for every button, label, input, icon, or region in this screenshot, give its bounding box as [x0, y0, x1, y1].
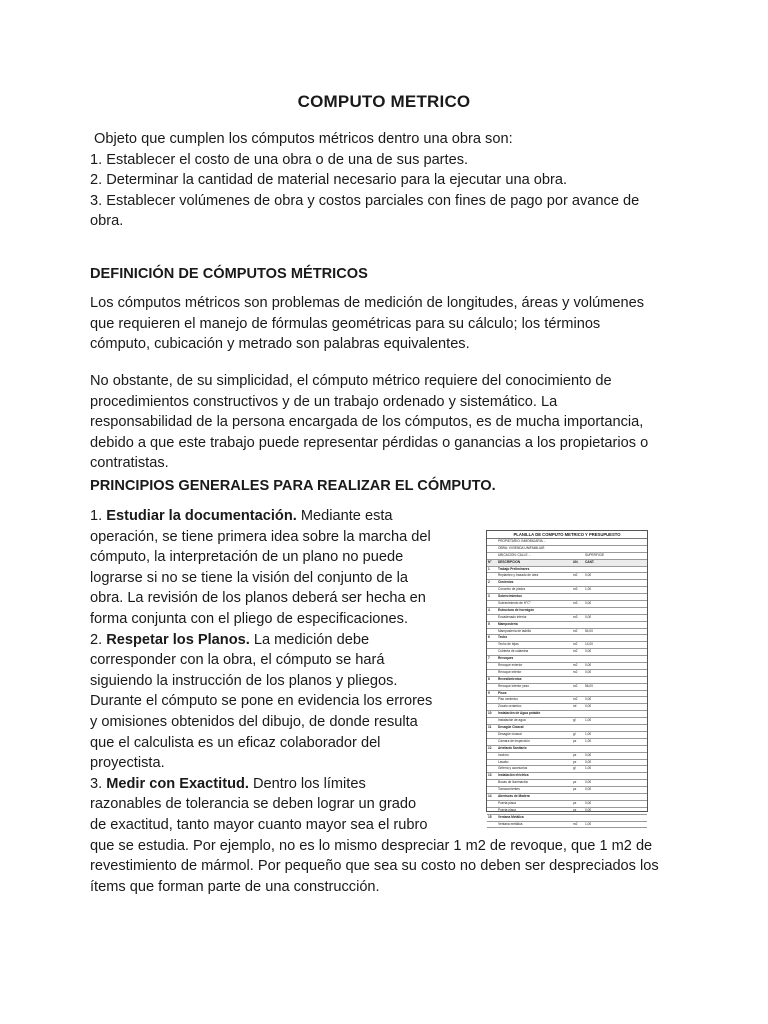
- table-image-row: [487, 635, 647, 642]
- table-image-row: [487, 615, 647, 622]
- table-image-row: [487, 663, 647, 670]
- table-image-cell: 0,00: [585, 752, 592, 757]
- table-image-cell: ml: [573, 704, 577, 709]
- table-image-cell: Ventana metálica: [498, 821, 523, 826]
- table-image-row: [487, 622, 647, 629]
- table-image-cell: 15: [488, 814, 492, 819]
- table-image-cell: Tomacorrientes: [498, 787, 520, 792]
- table-image-row: [487, 560, 647, 567]
- table-image-row: [487, 567, 647, 574]
- table-image-cell: 0,00: [585, 614, 592, 619]
- table-image-row: [487, 649, 647, 656]
- table-image-row: [487, 594, 647, 601]
- table-image-row: [487, 766, 647, 773]
- table-image-cell: m2: [573, 683, 578, 688]
- paragraph-line: siguiendo la instrucción de los planos y pliegos.: [90, 672, 398, 689]
- table-image-cell: Trabajo Preliminares: [498, 566, 530, 571]
- intro-line: 2. Determinar la cantidad de material necesario para la ejecutar una obra.: [90, 172, 567, 189]
- table-image-cell: Lavabo: [498, 759, 509, 764]
- paragraph-line: que el calculista es un eficaz colaborador del: [90, 734, 381, 751]
- table-image-title: PLANILLA DE COMPUTO METRICO Y PRESUPUESTO: [487, 531, 647, 539]
- table-image-cell: 1,00: [585, 731, 592, 736]
- table-image-cell: Aberturas de Madera: [498, 793, 530, 798]
- table-image-row: [487, 746, 647, 753]
- definicion-paragraph-1: [90, 293, 690, 355]
- table-image-cell: SUPERFICIE: [585, 552, 605, 557]
- paragraph-line: Durante el cómputo se pone en evidencia los errores: [90, 693, 433, 710]
- table-image-cell: 1,00: [585, 718, 592, 723]
- table-image-row: [487, 704, 647, 711]
- table-image-row: [487, 670, 647, 677]
- table-image-row: [487, 697, 647, 704]
- table-image-cell: 56,00: [585, 683, 593, 688]
- table-image-row: [487, 711, 647, 718]
- paragraph-line: ítems que forman parte de una construcción.: [90, 878, 380, 895]
- computo-table-image: [486, 530, 648, 826]
- table-image-cell: 2: [488, 580, 490, 585]
- paragraph-line: obra. La revisión de los planos deberá ser hecha en: [90, 590, 426, 607]
- list-item-title: Respetar los Planos.: [106, 631, 250, 648]
- table-image-cell: Cubierta de calamina: [498, 649, 529, 654]
- table-image-cell: 0,00: [585, 704, 592, 709]
- table-image-cell: pz: [573, 800, 577, 805]
- table-image-cell: Revoques: [498, 656, 514, 661]
- paragraph-line: responsabilidad de la persona encargada de los cómputos, es de mucha importancia,: [90, 414, 644, 431]
- table-image-cell: m2: [573, 697, 578, 702]
- table-image-row: [487, 815, 647, 822]
- table-image-row: [487, 718, 647, 725]
- table-image-cell: pz: [573, 752, 577, 757]
- table-image-cell: m2: [573, 663, 578, 668]
- table-image-row: [487, 801, 647, 808]
- table-image-row: [487, 691, 647, 698]
- table-image-cell: gl: [573, 766, 576, 771]
- list-number: 2.: [90, 631, 107, 648]
- paragraph-line: revestimiento de mármol. Por pequeño que sea su costo no deben ser despreciados los: [90, 858, 659, 875]
- table-image-cell: 11: [488, 725, 492, 730]
- table-image-cell: 1,00: [585, 766, 592, 771]
- table-image-cell: Techo: [498, 635, 508, 640]
- table-image-cell: 0,00: [585, 780, 592, 785]
- table-image-row: [487, 587, 647, 594]
- table-image-cell: Cimientos: [498, 580, 514, 585]
- intro-paragraph: [90, 129, 690, 232]
- table-image-cell: Desagüe cloacal: [498, 731, 522, 736]
- table-image-cell: Ventana Metálica: [498, 814, 524, 819]
- table-image-cell: m3: [573, 601, 578, 606]
- paragraph-line: corresponder con la obra, el cómputo se hará: [90, 652, 385, 669]
- table-image-cell: Revoque exterior: [498, 663, 523, 668]
- table-image-cell: Revoque interior: [498, 669, 522, 674]
- list-item-title: Estudiar la documentación.: [106, 508, 297, 524]
- table-image-cell: Concreto de piedra: [498, 587, 526, 592]
- table-image-cell: 0,00: [585, 697, 592, 702]
- section-heading-principios: PRINCIPIOS GENERALES PARA REALIZAR EL CÓMPUTO.: [90, 478, 496, 494]
- table-image-cell: 1,00: [585, 821, 592, 826]
- table-image-row: [487, 546, 647, 553]
- list-number: 3.: [90, 775, 107, 792]
- table-image-cell: m3: [573, 614, 578, 619]
- table-image-cell: Revoque interior yeso: [498, 683, 530, 688]
- table-image-cell: CANT.: [585, 559, 595, 564]
- table-image-row: [487, 539, 647, 546]
- table-image-cell: Instalación de Agua potable: [498, 711, 541, 716]
- table-image-rows: [487, 539, 647, 828]
- definicion-paragraph-2: [90, 371, 690, 474]
- table-image-cell: 6: [488, 635, 490, 640]
- table-image-cell: Revestimientos: [498, 676, 522, 681]
- table-image-row: [487, 780, 647, 787]
- list-item-1-first-line: [90, 506, 690, 527]
- list-item-title: Medir con Exactitud.: [106, 775, 249, 792]
- table-image-cell: Instalación de agua: [498, 718, 526, 723]
- paragraph-line: cómputo, la interpretación de un plano no puede: [90, 549, 404, 566]
- table-image-row: [487, 787, 647, 794]
- paragraph-line: Los cómputos métricos son problemas de medición de longitudes, áreas y volúmenes: [90, 295, 645, 311]
- paragraph-line: que requieren el manejo de fórmulas geométricas para su cálculo; los términos: [90, 315, 601, 332]
- table-image-row: [487, 684, 647, 691]
- paragraph-line: procedimientos constructivos y de un trabajo ordenado y sistemático. La: [90, 393, 558, 410]
- table-image-cell: 1,00: [585, 587, 592, 592]
- table-image-cell: Puerta placa: [498, 807, 516, 812]
- table-image-row: [487, 753, 647, 760]
- table-image-cell: PROPIETARIO: INMOBILIARIA ...: [498, 539, 547, 543]
- table-image-cell: 12: [488, 745, 492, 750]
- paragraph-line: forma conjunta con el pliego de especificaciones.: [90, 610, 409, 627]
- table-image-row: [487, 656, 647, 663]
- table-image-cell: Desagüe Cloacal: [498, 725, 524, 730]
- table-image-cell: m2: [573, 628, 578, 633]
- table-image-cell: gl: [573, 718, 576, 723]
- table-image-cell: Mampostería de ladrillo: [498, 628, 532, 633]
- table-image-row: [487, 601, 647, 608]
- intro-line: obra.: [90, 213, 124, 230]
- table-image-cell: Replanteo y trazado de obra: [498, 573, 539, 578]
- table-image-cell: Artefacto Sanitario: [498, 745, 527, 750]
- table-image-cell: DESCRIPCION: [498, 559, 521, 564]
- list-item-text: Dentro los límites: [248, 775, 366, 792]
- table-image-row: [487, 608, 647, 615]
- table-image-cell: 4: [488, 607, 490, 612]
- paragraph-line: debido a que este trabajo puede representar pérdidas o ganancias a los propietarios o: [90, 434, 649, 451]
- table-image-cell: m2: [573, 821, 578, 826]
- table-image-cell: m2: [573, 573, 578, 578]
- table-image-row: [487, 808, 647, 815]
- table-image-row: [487, 629, 647, 636]
- intro-line: 1. Establecer el costo de una obra o de una de sus partes.: [90, 151, 469, 168]
- table-image-cell: 10: [488, 711, 492, 716]
- table-image-cell: 0,00: [585, 759, 592, 764]
- table-image-cell: pz: [573, 780, 577, 785]
- table-image-row: [487, 773, 647, 780]
- table-image-cell: Zócalo cerámico: [498, 704, 522, 709]
- page-title: COMPUTO METRICO: [297, 92, 471, 111]
- table-image-cell: 1,00: [585, 738, 592, 743]
- table-image-row: [487, 677, 647, 684]
- table-image-cell: 14,00: [585, 642, 593, 647]
- table-image-cell: 0,00: [585, 649, 592, 654]
- section-heading-definicion: DEFINICIÓN DE CÓMPUTOS MÉTRICOS: [90, 266, 368, 282]
- table-image-cell: gl: [573, 731, 576, 736]
- table-image-row: [487, 725, 647, 732]
- table-image-cell: 5: [488, 621, 490, 626]
- paragraph-line: y omisiones obtenidos del dibujo, de donde resulta: [90, 713, 418, 730]
- table-image-cell: m3: [573, 587, 578, 592]
- table-image-cell: 0,00: [585, 601, 592, 606]
- table-image-cell: 54,00: [585, 628, 593, 633]
- table-image-cell: m2: [573, 649, 578, 654]
- table-image-row: [487, 573, 647, 580]
- table-image-cell: m2: [573, 669, 578, 674]
- table-image-cell: m2: [573, 642, 578, 647]
- paragraph-line: No obstante, de su simplicidad, el cómputo métrico requiere del conocimiento de: [90, 373, 612, 389]
- table-image-cell: 0,00: [585, 800, 592, 805]
- table-image-cell: Instalación eléctrica: [498, 773, 529, 778]
- table-image-row: [487, 739, 647, 746]
- list-item-text: La medición debe: [249, 631, 370, 648]
- table-image-cell: Puerta placa: [498, 800, 516, 805]
- table-image-cell: Piso cerámico: [498, 697, 519, 702]
- table-image-cell: 3: [488, 594, 490, 599]
- table-image-row: [487, 822, 647, 829]
- table-image-cell: Bocas de iluminación: [498, 780, 529, 785]
- paragraph-line: operación, se tiene primera idea sobre la marcha del: [90, 528, 431, 545]
- intro-line: 3. Establecer volúmenes de obra y costos parciales con fines de pago por avance de: [90, 192, 640, 209]
- table-image-cell: Sobrecimiento de H°C°: [498, 601, 531, 606]
- table-image-cell: Pisos: [498, 690, 507, 695]
- table-image-cell: pz: [573, 738, 577, 743]
- paragraph-line: de exactitud, tanto mayor cuanto mayor sea el rubro: [90, 816, 428, 833]
- table-image-cell: UBICACION: CALLE ...: [498, 552, 532, 557]
- table-image-row: [487, 732, 647, 739]
- table-image-cell: Techo de tejas: [498, 642, 519, 647]
- table-image-cell: Encadenado inferior: [498, 614, 527, 619]
- table-image-cell: 9: [488, 690, 490, 695]
- table-image-row: [487, 642, 647, 649]
- table-image-cell: 0,00: [585, 669, 592, 674]
- paragraph-line: lograrse si no se tiene la visión del conjunto de la: [90, 569, 409, 586]
- table-image-row: [487, 553, 647, 560]
- table-image-cell: Mampostería: [498, 621, 518, 626]
- table-image-cell: 8: [488, 676, 490, 681]
- table-image-cell: Inodoro: [498, 752, 509, 757]
- paragraph-line: contratistas.: [90, 455, 169, 472]
- table-image-row: [487, 580, 647, 587]
- table-image-cell: 0,00: [585, 807, 592, 812]
- table-image-row: [487, 794, 647, 801]
- table-image-cell: Cámara de inspección: [498, 738, 530, 743]
- paragraph-line: proyectista.: [90, 755, 165, 772]
- table-image-cell: 0,00: [585, 663, 592, 668]
- table-image-cell: Sobrecimientos: [498, 594, 522, 599]
- table-image-cell: pz: [573, 807, 577, 812]
- list-number: 1.: [90, 508, 107, 524]
- table-image-cell: 0,00: [585, 573, 592, 578]
- table-image-cell: pz: [573, 759, 577, 764]
- intro-line: Objeto que cumplen los cómputos métricos dentro una obra son:: [90, 131, 513, 147]
- table-image-cell: 0,00: [585, 787, 592, 792]
- table-image-cell: Estructura de hormigón: [498, 607, 535, 612]
- table-image-cell: 7: [488, 656, 490, 661]
- list-item-text: Mediante esta: [296, 508, 393, 524]
- table-image-cell: UN.: [573, 559, 579, 564]
- paragraph-line: que se estudia. Por ejemplo, no es lo mismo despreciar 1 m2 de revoque, que 1 m2 de: [90, 837, 653, 854]
- table-image-cell: pz: [573, 787, 577, 792]
- table-image-cell: 14: [488, 793, 492, 798]
- table-image-cell: 1: [488, 566, 490, 571]
- table-image-cell: 13: [488, 773, 492, 778]
- table-image-cell: N°: [488, 559, 492, 564]
- paragraph-line: razonables de tolerancia se deben lograr un grado: [90, 796, 417, 813]
- paragraph-line: cómputo, cubicación y metrado son palabras equivalentes.: [90, 336, 470, 353]
- table-image-cell: Grifería y accesorios: [498, 766, 528, 771]
- table-image-row: [487, 760, 647, 767]
- table-image-cell: OBRA: VIVIENDA UNIFAMILIAR: [498, 545, 545, 550]
